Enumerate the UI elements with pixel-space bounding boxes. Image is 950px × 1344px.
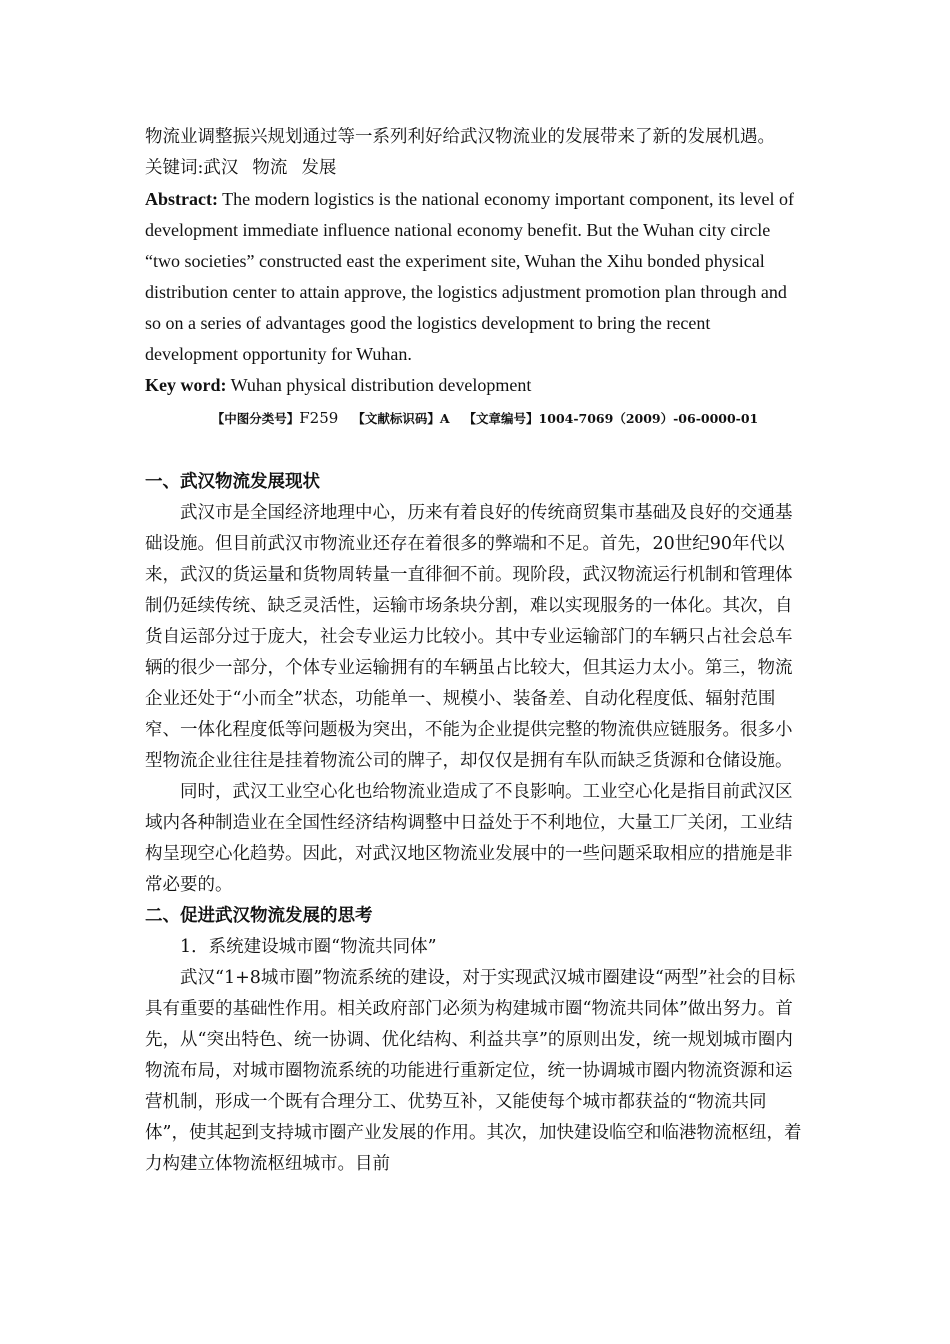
spacer — [145, 436, 807, 467]
article-number-value: 1004-7069（2009）-06-0000-01 — [538, 411, 759, 426]
paper-body — [145, 122, 807, 1180]
keywords-en — [145, 370, 807, 401]
keywords-cn — [145, 153, 807, 184]
section-2-paragraph-1: 武汉“1+8城市圈”物流系统的建设，对于实现武汉城市圈建设“两型”社会的目标具有重要的基础性作用。相关政府部门必须为构建城市圈“物流共同体”做出努力。首先，从“突出特色、统一协调、优化结构、利益共享”的原则出发，统一规划城市圈内物流布局，对城市圈物流系统的功能进行重新定位，统一协调城市圈内物流资源和运营机制，形成一个既有合理分工、优势互补，又能使每个城市都获益的“物流共同体”，使其起到支持城市圈产业发展的作用。其次，加快建设临空和临港物流枢纽，着力构建立体物流枢纽城市。目前 — [145, 968, 802, 1174]
section-1-heading: 一、武汉物流发展现状 — [145, 472, 320, 492]
clc-value: F259 — [299, 409, 339, 427]
section-2-subheading: 1．系统建设城市圈“物流共同体” — [180, 937, 437, 957]
classification-line — [145, 401, 807, 436]
abstract-en-label: Abstract: — [145, 189, 218, 209]
section-1-paragraph-2: 同时，武汉工业空心化也给物流业造成了不良影响。工业空心化是指目前武汉区域内各种制造业在全国性经济结构调整中日益处于不利地位，大量工厂关闭，工业结构呈现空心化趋势。因此，对武汉地区物流业发展中的一些问题采取相应的措施是非常必要的。 — [145, 782, 793, 895]
section-1-paragraph-1: 武汉市是全国经济地理中心，历来有着良好的传统商贸集市基础及良好的交通基础设施。但目前武汉市物流业还存在着很多的弊端和不足。首先，20世纪90年代以来，武汉的货运量和货物周转量一直徘徊不前。现阶段，武汉物流运行机制和管理体制仍延续传统、缺乏灵活性，运输市场条块分割，难以实现服务的一体化。其次，自货自运部分过于庞大，社会专业运力比较小。其中专业运输部门的车辆只占社会总车辆的很少一部分，个体专业运输拥有的车辆虽占比较大，但其运力太小。第三，物流企业还处于“小而全”状态，功能单一、规模小、装备差、自动化程度低、辐射范围窄、一体化程度低等问题极为突出，不能为企业提供完整的物流供应链服务。很多小型物流企业往往是挂着物流公司的牌子，却仅仅是拥有车队而缺乏货源和仓储设施。 — [145, 503, 793, 771]
clc-label: 【中图分类号】 — [211, 411, 300, 426]
doc-code-value: A — [439, 411, 450, 426]
abstract-en — [145, 184, 807, 370]
keywords-cn-label: 关键词: — [145, 158, 204, 178]
keyword-cn-1: 武汉 — [203, 158, 239, 178]
doc-code-label: 【文献标识码】 — [352, 411, 440, 426]
keyword-cn-3: 发展 — [301, 158, 337, 178]
keywords-en-text: Wuhan physical distribution development — [226, 375, 532, 395]
abstract-cn-tail: 物流业调整振兴规划通过等一系列利好给武汉物流业的发展带来了新的发展机遇。 — [145, 127, 775, 147]
section-2-heading: 二、促进武汉物流发展的思考 — [145, 906, 373, 926]
article-number-label: 【文章编号】 — [463, 411, 539, 426]
abstract-en-text: The modern logistics is the national economy important component, its level of development immediate influence national economy benefit. But the Wuhan city circle “two societies” constructed east the experiment site, Wuhan the Xihu bonded physical distribution center to attain approve, the logistics adjustment promotion plan through and so on a series of advantages good the logistics development to bring the recent development opportunity for Wuhan. — [145, 189, 795, 364]
keyword-cn-2: 物流 — [252, 158, 288, 178]
keywords-en-label: Key word: — [145, 375, 227, 395]
